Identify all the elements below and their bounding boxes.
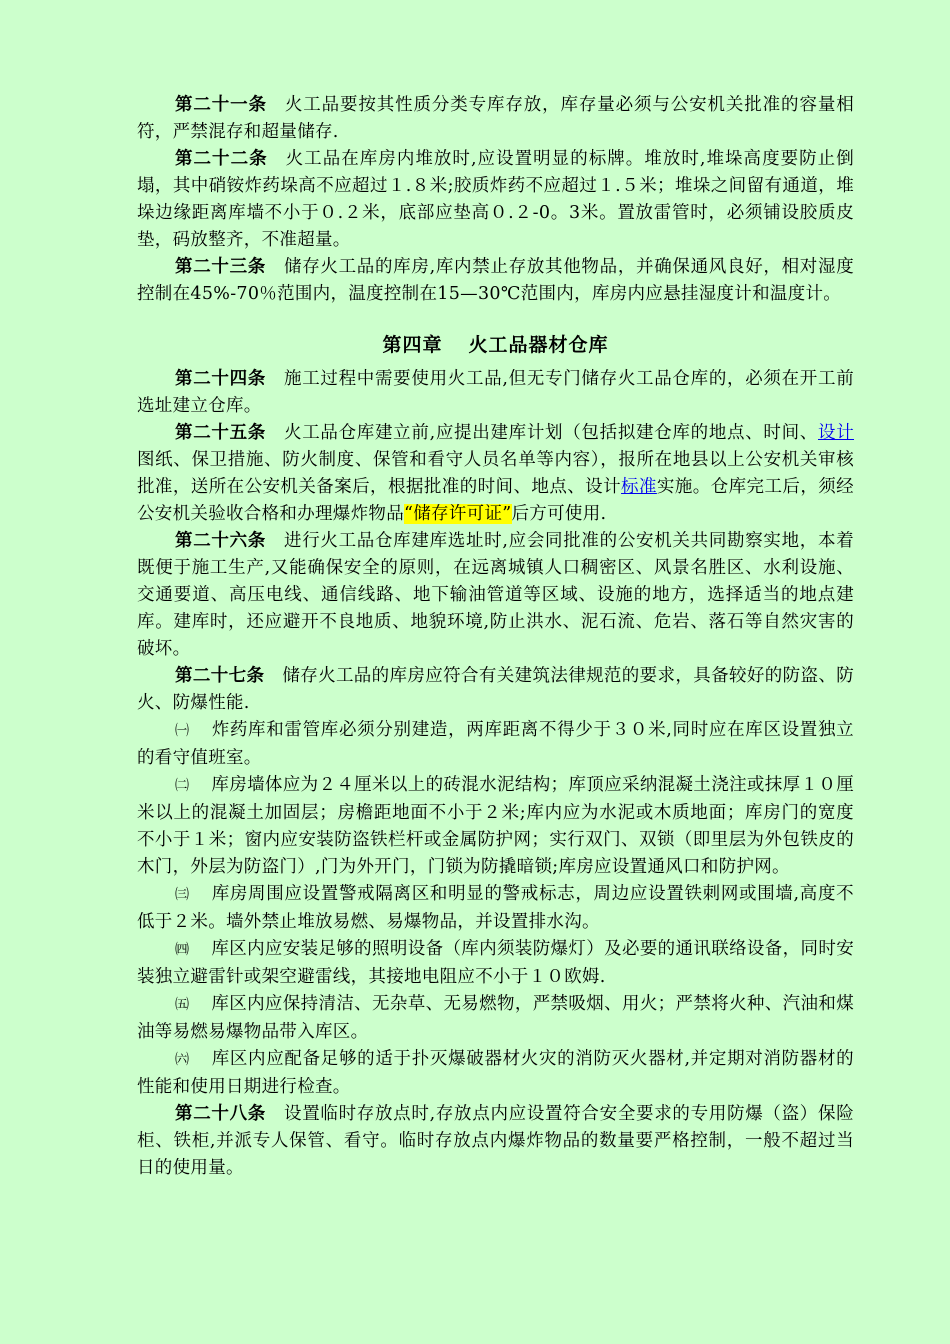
article-text: 后方可使用. [511,504,607,524]
chapter-name: 火工品器材仓库 [468,334,609,356]
article-title: 第二十二条 [175,149,268,169]
item-text: 库区内应安装足够的照明设备（库内须装防爆灯）及必要的通讯联络设备，同时安装独立避雷针或架空避雷线，其接地电阻应不小于１０欧姆. [137,939,854,987]
article-text: 设置临时存放点时,存放点内应设置符合安全要求的专用防爆（盗）保险柜、铁柜,并派专人保管、看守。临时存放点内爆炸物品的数量要严格控制，一般不超过当日的使用量。 [137,1104,854,1178]
list-item [137,881,854,936]
article-text: 火工品在库房内堆放时,应设置明显的标牌。堆放时,堆垛高度要防止倒塌，其中硝铵炸药垛高不应超过１.８米;胶质炸药不应超过１.５米；堆垛之间留有通道，堆垛边缘距离库墙不小于０.２米，底部应垫高０.２-0。3米。置放雷管时，必须铺设胶质皮垫，码放整齐，不准超量。 [137,149,854,250]
list-item [137,1046,854,1101]
article-title: 第二十一条 [175,95,267,115]
article-25 [137,420,854,528]
item-number: ㈡ [175,778,190,794]
article-text: 储存火工品的库房,库内禁止存放其他物品，并确保通风良好，相对湿度控制在45%-70％范围内，温度控制在15—30℃范围内，库房内应悬挂湿度计和温度计。 [137,257,854,304]
chapter-heading [137,330,854,360]
article-title: 第二十三条 [175,257,266,277]
item-number: ㈥ [175,1052,190,1068]
article-27 [137,663,854,717]
item-number: ㈤ [175,997,190,1013]
item-number: ㈠ [175,723,190,739]
article-text: 施工过程中需要使用火工品,但无专门储存火工品仓库的，必须在开工前选址建立仓库。 [137,369,854,416]
chapter-number: 第四章 [382,334,443,356]
article-23 [137,254,854,308]
permit-highlight: “储存许可证” [404,504,512,524]
article-24 [137,366,854,420]
article-title: 第二十七条 [175,666,265,686]
item-text: 炸药库和雷管库必须分别建造，两库距离不得少于３０米,同时应在库区设置独立的看守值班室。 [137,720,854,768]
design-link[interactable]: 设计 [818,423,854,443]
item-text: 库区内应保持清洁、无杂草、无易燃物，严禁吸烟、用火；严禁将火种、汽油和煤油等易燃易爆物品带入库区。 [137,994,854,1042]
list-item [137,772,854,881]
article-text: 实施。仓库完工后，须经公安机关验收合格和办理爆炸物品 [137,477,854,524]
item-text: 库区内应配备足够的适于扑灭爆破器材火灾的消防灭火器材,并定期对消防器材的性能和使用日期进行检查。 [137,1049,854,1097]
article-28 [137,1101,854,1182]
article-title: 第二十八条 [175,1104,266,1124]
item-number: ㈣ [175,942,190,958]
item-text: 库房墙体应为２４厘米以上的砖混水泥结构；库顶应采纳混凝土浇注或抹厚１０厘米以上的混凝土加固层；房檐距地面不小于２米;库内应为水泥或木质地面；库房门的宽度不小于１米；窗内应安装防盗铁栏杆或金属防护网；实行双门、双锁（即里层为外包铁皮的木门，外层为防盗门）,门为外开门，门锁为防撬暗锁;库房应设置通风口和防护网。 [137,775,854,877]
article-title: 第二十六条 [175,531,266,551]
article-text: 图纸、保卫措施、防火制度、保管和看守人员名单等内容），报所在地县以上公安机关审核批准，送所在公安机关备案后，根据批准的时间、地点、设计 [137,450,854,497]
article-title: 第二十五条 [175,423,266,443]
article-text: 进行火工品仓库建库选址时,应会同批准的公安机关共同勘察实地，本着既便于施工生产,又能确保安全的原则，在远离城镇人口稠密区、风景名胜区、水利设施、交通要道、高压电线、通信线路、地下输油管道等区域、设施的地方，选择适当的地点建库。建库时，还应避开不良地质、地貌环境,防止洪水、泥石流、危岩、落石等自然灾害的破坏。 [137,531,854,659]
article-title: 第二十四条 [175,369,266,389]
item-text: 库房周围应设置警戒隔离区和明显的警戒标志，周边应设置铁刺网或围墙,高度不低于２米。墙外禁止堆放易燃、易爆物品，并设置排水沟。 [137,884,854,932]
list-item [137,936,854,991]
item-number: ㈢ [175,887,190,903]
standard-link[interactable]: 标准 [621,477,657,497]
article-21 [137,92,854,146]
article-text: 火工品要按其性质分类专库存放，库存量必须与公安机关批准的容量相符，严禁混存和超量储存. [137,95,854,142]
article-text: 储存火工品的库房应符合有关建筑法律规范的要求，具备较好的防盗、防火、防爆性能. [137,666,854,713]
list-item [137,991,854,1046]
article-26 [137,528,854,663]
article-text: 火工品仓库建立前,应提出建库计划（包括拟建仓库的地点、时间、 [284,423,818,443]
article-22 [137,146,854,254]
list-item [137,717,854,772]
